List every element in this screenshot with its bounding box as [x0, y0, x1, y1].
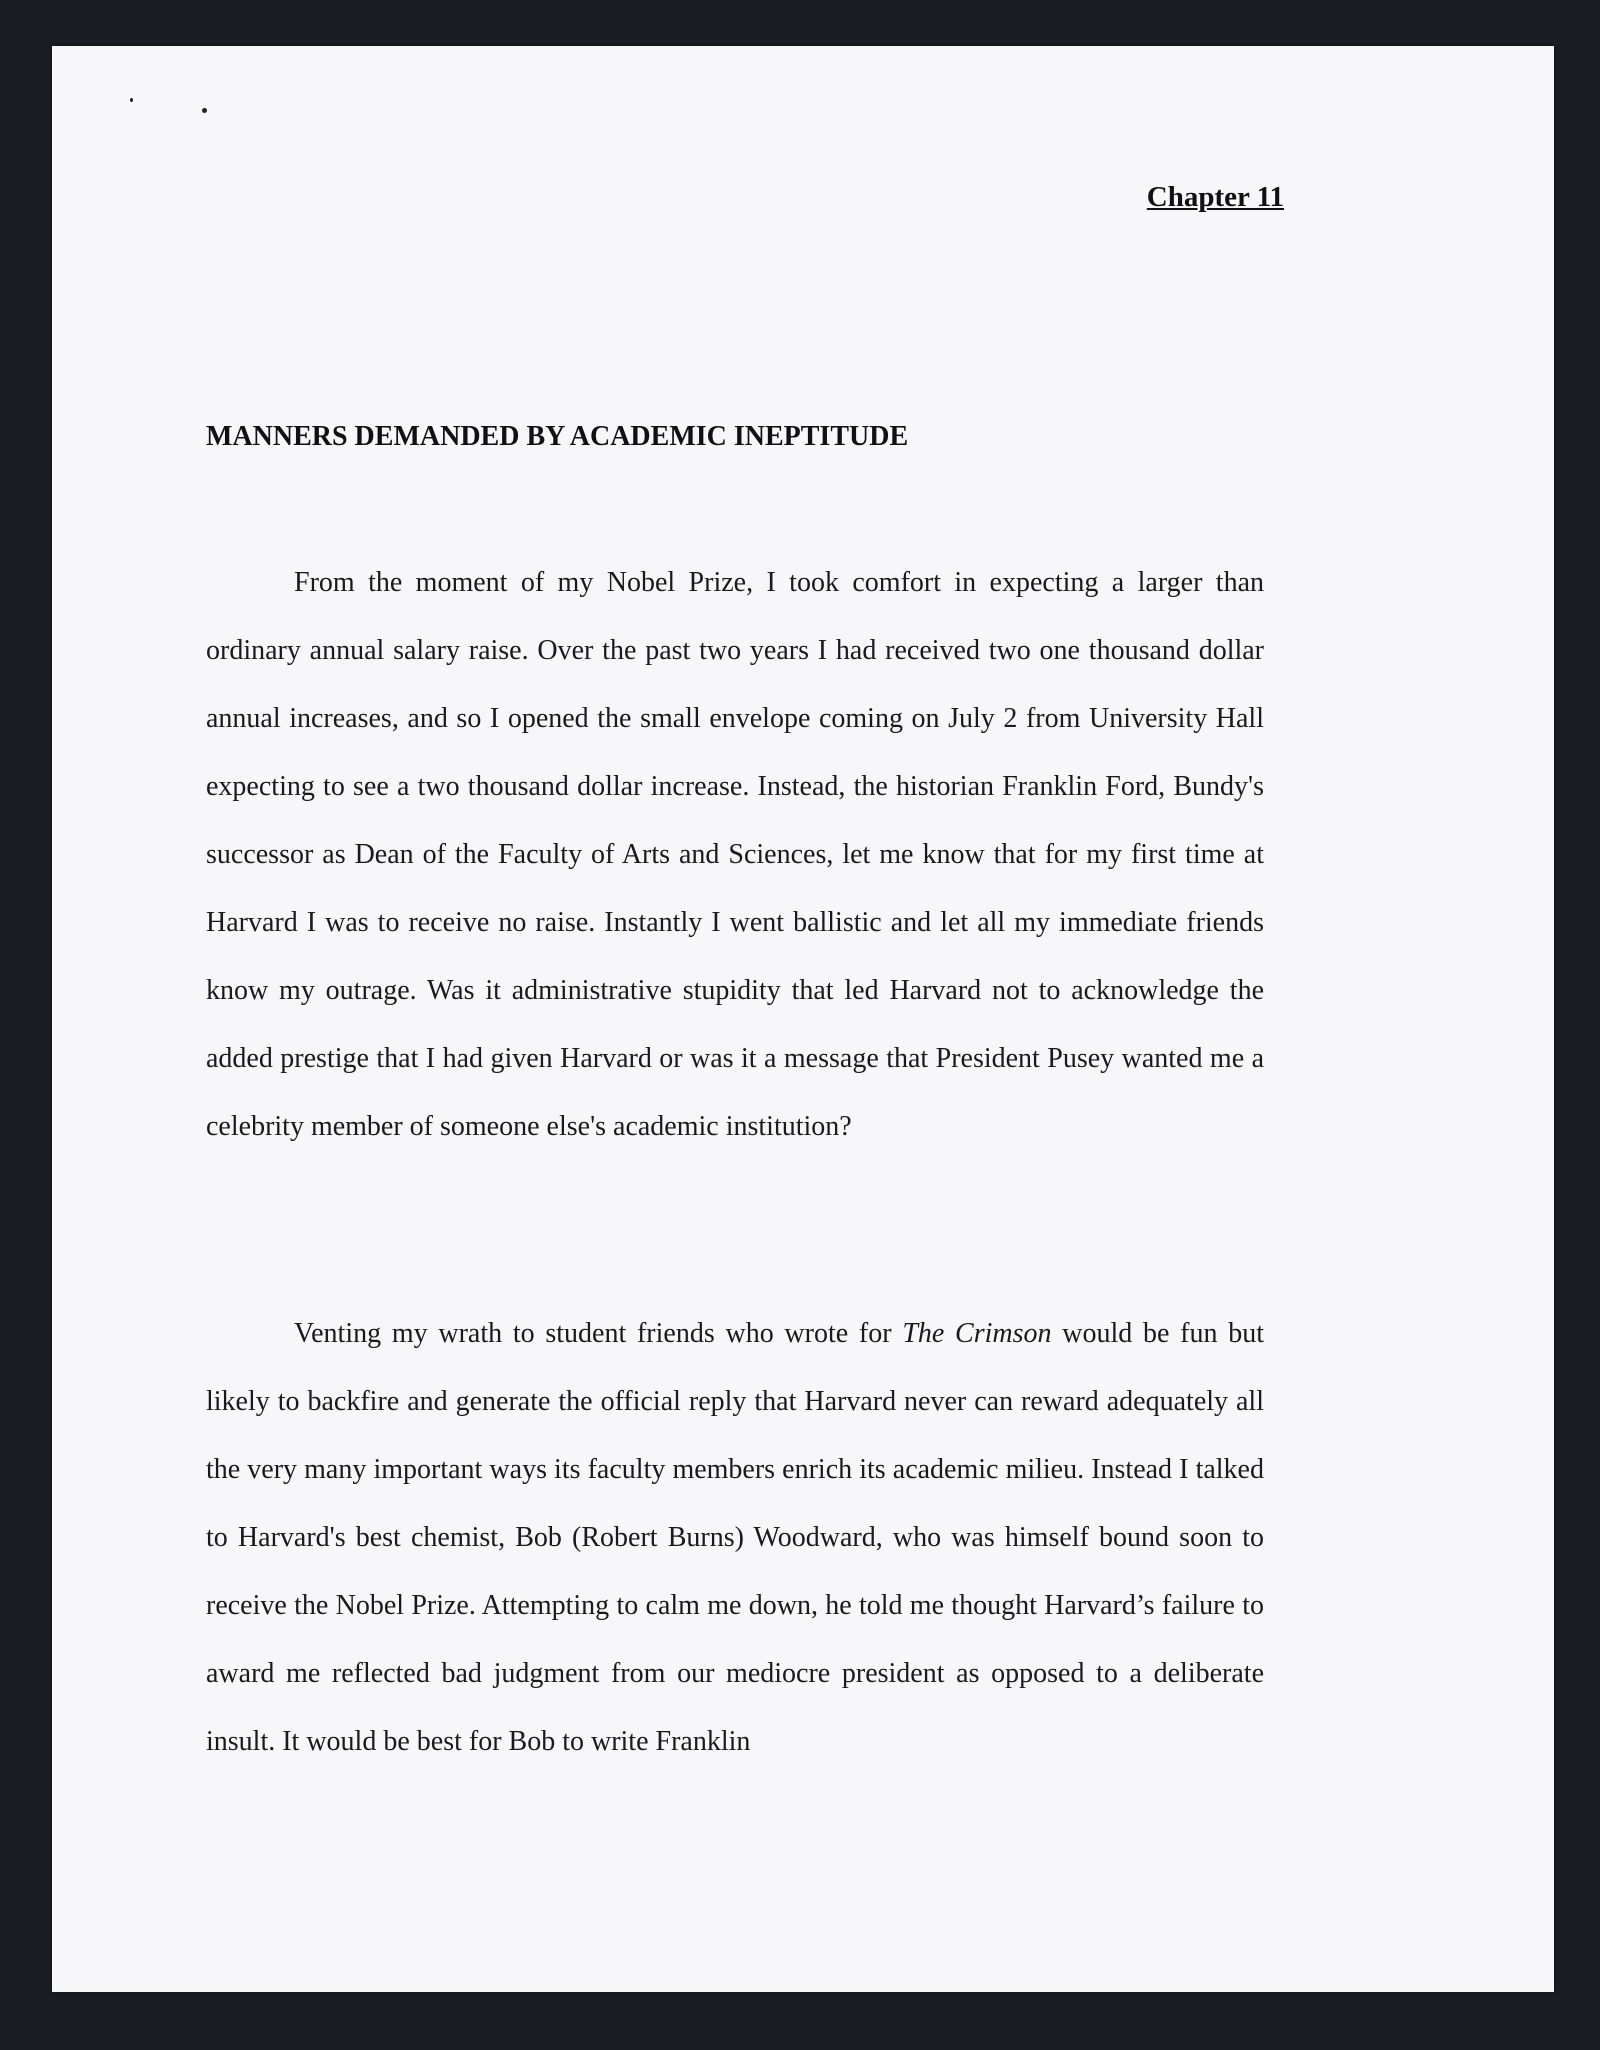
chapter-label: Chapter 11: [1146, 181, 1284, 213]
page-speck: [130, 98, 133, 102]
chapter-heading: MANNERS DEMANDED BY ACADEMIC INEPTITUDE: [206, 421, 909, 452]
paragraph-1: From the moment of my Nobel Prize, I took comfort in expecting a larger than ordinary annual salary raise. Over the past two years I had received two one thousand dollar annual increases, and so I opened the small envelope coming on July 2 from University Hall expecting to see a two thousand dollar increase. Instead, the historian Franklin Ford, Bundy's successor as Dean of the Faculty of Arts and Sciences, let me know that for my first time at Harvard I was to receive no raise. Instantly I went ballistic and let all my immediate friends know my outrage. Was it administrative stupidity that led Harvard not to acknowledge the added prestige that I had given Harvard or was it a message that President Pusey wanted me a celebrity member of someone else's academic institution?: [206, 567, 1264, 1142]
paragraph-2: [206, 1300, 1264, 1776]
paragraph-2-text-end: would be fun but likely to backfire and generate the official reply that Harvard never can reward adequately all the very many important ways its faculty members enrich its academic milieu. Instead I talked to Harvard's best chemist, Bob (Robert Burns) Woodward, who was himself bound soon to receive the Nobel Prize. Attempting to calm me down, he told me thought Harvard’s failure to award me reflected bad judgment from our mediocre president as opposed to a deliberate insult. It would be best for Bob to write Franklin: [206, 1318, 1265, 1757]
page-speck: [202, 108, 207, 113]
publication-title: The Crimson: [902, 1318, 1052, 1349]
paragraph-2-text-start: Venting my wrath to student friends who wrote for: [294, 1318, 903, 1349]
